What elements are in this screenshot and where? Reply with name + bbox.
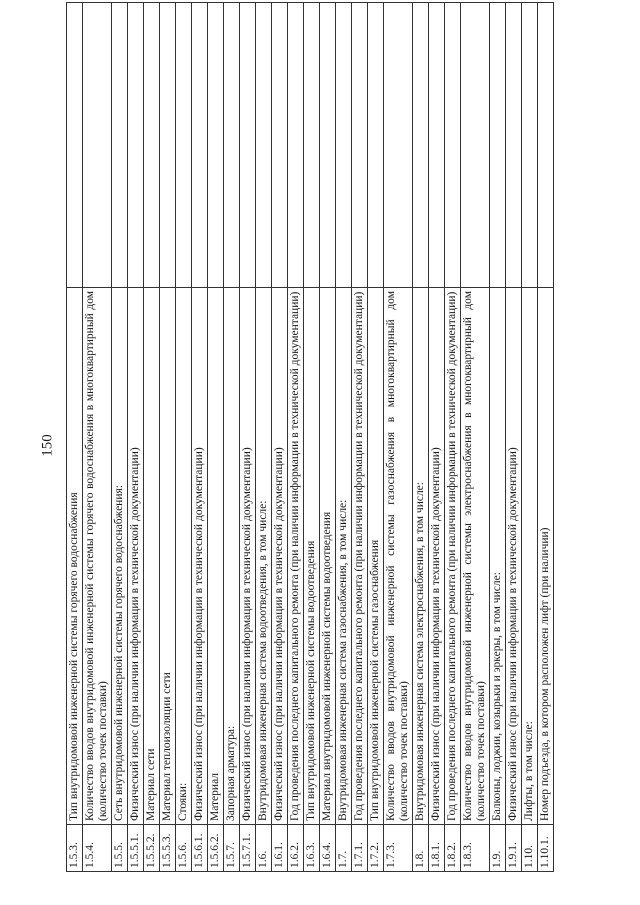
- table-row: [208, 3, 224, 872]
- row-number: 1.5.5.: [112, 825, 128, 872]
- row-number: 1.5.7.1.: [240, 825, 256, 872]
- table-row: [83, 3, 112, 872]
- table-row: [304, 3, 320, 872]
- table-row: [320, 3, 336, 872]
- table-row: [160, 3, 176, 872]
- table-row: [144, 3, 160, 872]
- row-number: 1.5.4.: [83, 825, 112, 872]
- row-value-cell[interactable]: [384, 3, 413, 288]
- row-description: Физический износ (при наличии информации в технической документации): [240, 288, 256, 825]
- row-number: 1.8.2.: [445, 825, 461, 872]
- row-value-cell[interactable]: [445, 3, 461, 288]
- row-description: Физический износ (при наличии информации в технической документации): [506, 288, 522, 825]
- row-description: Материал сети: [144, 288, 160, 825]
- table-row: [522, 3, 538, 872]
- row-description: Внутридомовая инженерная система электроснабжения, в том числе:: [413, 288, 429, 825]
- document-table-area: [66, 24, 611, 872]
- row-number: 1.5.5.2.: [144, 825, 160, 872]
- row-value-cell[interactable]: [256, 3, 272, 288]
- row-value-cell[interactable]: [490, 3, 506, 288]
- row-value-cell[interactable]: [352, 3, 368, 288]
- table-row: [67, 3, 83, 872]
- table-row: [288, 3, 304, 872]
- row-description: Количество вводов внутридомовой инженерной системы горячего водоснабжения в многоквартирный дом (количество точек поставки): [83, 288, 112, 825]
- row-description: Номер подъезда, в котором расположен лифт (при наличии): [538, 288, 554, 825]
- row-number: 1.10.1.: [538, 825, 554, 872]
- row-description: Год проведения последнего капитального ремонта (при наличии информации в технической документации): [288, 288, 304, 825]
- row-number: 1.7.1.: [352, 825, 368, 872]
- row-value-cell[interactable]: [320, 3, 336, 288]
- row-number: 1.6.: [256, 825, 272, 872]
- row-description: Физический износ (при наличии информации в технической документации): [429, 288, 445, 825]
- row-value-cell[interactable]: [160, 3, 176, 288]
- row-number: 1.5.6.: [176, 825, 192, 872]
- row-description: Год проведения последнего капитального ремонта (при наличии информации в технической документации): [445, 288, 461, 825]
- row-description: Материал теплоизоляции сети: [160, 288, 176, 825]
- row-description: Балконы, лоджии, козырьки и эркеры, в том числе:: [490, 288, 506, 825]
- table-row: [352, 3, 368, 872]
- row-value-cell[interactable]: [240, 3, 256, 288]
- row-value-cell[interactable]: [112, 3, 128, 288]
- table-row: [176, 3, 192, 872]
- passport-table: [66, 2, 554, 872]
- row-description: Запорная арматура:: [224, 288, 240, 825]
- row-number: 1.6.3.: [304, 825, 320, 872]
- row-description: Материал: [208, 288, 224, 825]
- table-row: [336, 3, 352, 872]
- row-value-cell[interactable]: [176, 3, 192, 288]
- row-number: 1.7.2.: [368, 825, 384, 872]
- row-value-cell[interactable]: [304, 3, 320, 288]
- row-description: Тип внутридомовой инженерной системы газоснабжения: [368, 288, 384, 825]
- row-value-cell[interactable]: [461, 3, 490, 288]
- row-description: Физический износ (при наличии информации в технической документации): [272, 288, 288, 825]
- row-value-cell[interactable]: [336, 3, 352, 288]
- row-number: 1.5.5.1.: [128, 825, 144, 872]
- table-row: [272, 3, 288, 872]
- row-number: 1.6.2.: [288, 825, 304, 872]
- row-description: Год проведения последнего капитального ремонта (при наличии информации в технической документации): [352, 288, 368, 825]
- row-value-cell[interactable]: [429, 3, 445, 288]
- row-description: Лифты, в том числе:: [522, 288, 538, 825]
- row-number: 1.8.1.: [429, 825, 445, 872]
- row-value-cell[interactable]: [208, 3, 224, 288]
- table-row: [384, 3, 413, 872]
- row-description: Материал внутридомовой инженерной системы водоотведения: [320, 288, 336, 825]
- table-row: [461, 3, 490, 872]
- row-value-cell[interactable]: [413, 3, 429, 288]
- row-value-cell[interactable]: [538, 3, 554, 288]
- table-row: [256, 3, 272, 872]
- row-description: Стояки:: [176, 288, 192, 825]
- row-description: Сеть внутридомовой инженерной системы горячего водоснабжения:: [112, 288, 128, 825]
- row-number: 1.5.6.2.: [208, 825, 224, 872]
- table-row: [490, 3, 506, 872]
- row-value-cell[interactable]: [192, 3, 208, 288]
- row-description: Физический износ (при наличии информации в технической документации): [128, 288, 144, 825]
- row-description: Внутридомовая инженерная система газоснабжения, в том числе:: [336, 288, 352, 825]
- table-row: [224, 3, 240, 872]
- row-number: 1.10.: [522, 825, 538, 872]
- row-description: Количество вводов внутридомовой инженерной системы электроснабжения в многоквартирный дом (количество точек поставки): [461, 288, 490, 825]
- table-row: [112, 3, 128, 872]
- row-number: 1.9.1.: [506, 825, 522, 872]
- page-number: 150: [39, 434, 56, 457]
- row-number: 1.8.: [413, 825, 429, 872]
- row-description: Внутридомовая инженерная система водоотведения, в том числе:: [256, 288, 272, 825]
- row-value-cell[interactable]: [144, 3, 160, 288]
- row-description: Физический износ (при наличии информации в технической документации): [192, 288, 208, 825]
- row-value-cell[interactable]: [67, 3, 83, 288]
- row-number: 1.8.3.: [461, 825, 490, 872]
- row-value-cell[interactable]: [368, 3, 384, 288]
- table-row: [368, 3, 384, 872]
- row-number: 1.7.: [336, 825, 352, 872]
- row-description: Тип внутридомовой инженерной системы водоотведения: [304, 288, 320, 825]
- row-number: 1.7.3.: [384, 825, 413, 872]
- row-value-cell[interactable]: [288, 3, 304, 288]
- row-value-cell[interactable]: [224, 3, 240, 288]
- row-number: 1.9.: [490, 825, 506, 872]
- row-number: 1.5.3.: [67, 825, 83, 872]
- row-description: Количество вводов внутридомовой инженерной системы газоснабжения в многоквартирный дом (количество точек поставки): [384, 288, 413, 825]
- row-description: Тип внутридомовой инженерной системы горячего водоснабжения: [67, 288, 83, 825]
- row-number: 1.5.6.1.: [192, 825, 208, 872]
- table-row: [413, 3, 429, 872]
- table-row: [240, 3, 256, 872]
- table-row: [429, 3, 445, 872]
- table-row: [506, 3, 522, 872]
- row-value-cell[interactable]: [522, 3, 538, 288]
- table-row: [538, 3, 554, 872]
- table-row: [445, 3, 461, 872]
- row-value-cell[interactable]: [128, 3, 144, 288]
- table-row: [192, 3, 208, 872]
- row-number: 1.6.1.: [272, 825, 288, 872]
- row-value-cell[interactable]: [272, 3, 288, 288]
- row-value-cell[interactable]: [83, 3, 112, 288]
- row-number: 1.6.4.: [320, 825, 336, 872]
- row-number: 1.5.5.3.: [160, 825, 176, 872]
- row-value-cell[interactable]: [506, 3, 522, 288]
- table-row: [128, 3, 144, 872]
- row-number: 1.5.7.: [224, 825, 240, 872]
